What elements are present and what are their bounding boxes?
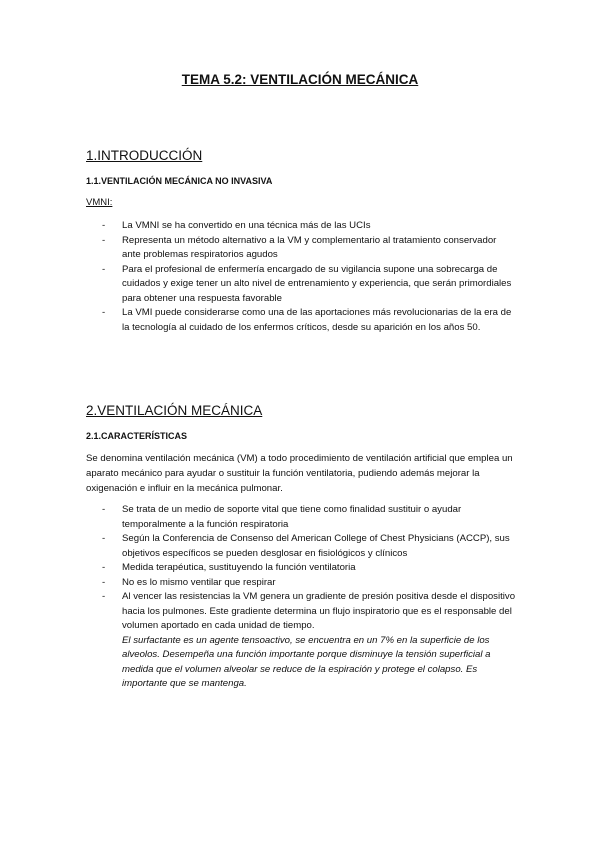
list-item: - Al vencer las resistencias la VM genera un gradiente de presión positiva desde el dispositivo hacia los pulmones. Este gradiente determina un flujo inspiratorio que es el responsable del volumen aportado en cada unidad de tiempo. El surfactante es un agente tensoactivo, se encuentra en un 7% en la superficie de los alveolos. Desempeña una función importante porque disminuye la tensión superficial a medida que el volumen alveolar se reduce de la espiración y protege el colapso. Es importante que se mantenga. bbox=[0, 590, 517, 692]
list-item: - Para el profesional de enfermería encargado de su vigilancia supone una sobrecarga de cuidados y exige tener un alto nivel de entrenamiento y experiencia, que serán primordiales para obtener una respuesta favorable bbox=[102, 263, 512, 304]
section-1-1-heading: 1.1.VENTILACIÓN MECÁNICA NO INVASIVA bbox=[86, 176, 273, 186]
surfactant-note: El surfactante es un agente tensoactivo, se encuentra en un 7% en la superficie de los alveolos. Desempeña una función importante porque disminuye la tensión superficial a medida que el volumen alveolar se reduce de la espiración y protege el colapso. Es importante que se mantenga. bbox=[122, 634, 491, 689]
vm-definition-paragraph: Se denomina ventilación mecánica (VM) a todo procedimiento de ventilación artificial que emplea un aparato mecánico para ayudar o sustituir la función ventilatoria, pudiendo además mejorar la oxigenación e influir en la mecánica pulmonar. bbox=[86, 453, 513, 494]
list-item: - La VMI puede considerarse como una de las aportaciones más revolucionarias de la era de la tecnología al cuidado de los enfermos críticos, desde su aparición en los años 50. bbox=[102, 307, 512, 333]
list-item: - Según la Conferencia de Consenso del American College of Chest Physicians (ACCP), sus objetivos específicos se pueden desglosar en fisiológicos y clínicos bbox=[102, 533, 510, 559]
bullet-dash: - bbox=[102, 576, 106, 588]
vm-characteristics-list bbox=[0, 503, 517, 692]
bullet-dash: - bbox=[102, 562, 106, 573]
section-2-1-heading: 2.1.CARACTERÍSTICAS bbox=[86, 431, 188, 441]
list-item: - Se trata de un medio de soporte vital que tiene como finalidad sustituir o ayudar temporalmente a la función respiratoria bbox=[102, 504, 462, 530]
list-item: - La VMNI se ha convertido en una técnica más de las UCIs bbox=[0, 219, 517, 234]
bullet-dash: - bbox=[102, 504, 106, 515]
list-item: - Representa un método alternativo a la VM y complementario al tratamiento conservador ante problemas respiratorios agudos bbox=[102, 234, 497, 260]
list-item: - Medida terapéutica, sustituyendo la función ventilatoria bbox=[0, 561, 517, 576]
bullet-dash: - bbox=[102, 591, 106, 602]
list-item: - No es lo mismo ventilar que respirar bbox=[0, 576, 517, 591]
page-title: TEMA 5.2: VENTILACIÓN MECÁNICA bbox=[181, 72, 419, 87]
vmni-list bbox=[0, 219, 517, 335]
bullet-dash: - bbox=[102, 220, 106, 231]
bullet-dash: - bbox=[102, 263, 106, 275]
section-1-heading: 1.INTRODUCCIÓN bbox=[86, 148, 203, 163]
bullet-dash: - bbox=[102, 234, 106, 246]
bullet-dash: - bbox=[102, 533, 106, 544]
bullet-dash: - bbox=[102, 307, 106, 318]
section-2-heading: 2.VENTILACIÓN MECÁNICA bbox=[86, 403, 263, 418]
vmni-label: VMNI: bbox=[86, 197, 113, 208]
